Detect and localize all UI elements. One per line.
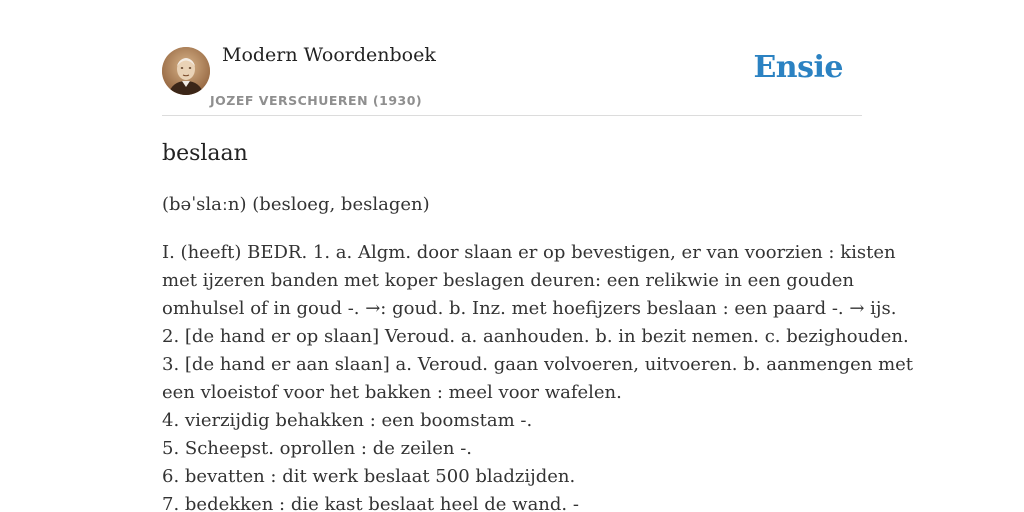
author-name[interactable]: JOZEF VERSCHUEREN (1930)	[210, 93, 423, 108]
brand-logo[interactable]: Ensie	[753, 50, 843, 85]
definition-line: omhulsel of in goud -. →: goud. b. Inz. met hoefijzers beslaan : een paard -. → ijs.	[162, 298, 897, 319]
definition-line: 3. [de hand er aan slaan] a. Veroud. gaan volvoeren, uitvoeren. b. aanmengen met	[162, 354, 914, 375]
definition-line: 7. bedekken : die kast beslaat heel de wand. -	[162, 494, 579, 512]
definition-line: 5. Scheepst. oprollen : de zeilen -.	[162, 438, 473, 459]
definition-line: 4. vierzijdig behakken : een boomstam -.	[162, 410, 533, 431]
book-title[interactable]: Modern Woordenboek	[222, 44, 436, 66]
definition-line: 2. [de hand er op slaan] Veroud. a. aanhouden. b. in bezit nemen. c. bezighouden.	[162, 326, 909, 347]
definition-line: I. (heeft) BEDR. 1. a. Algm. door slaan er op bevestigen, er van voorzien : kisten	[162, 242, 896, 263]
entry-pronunciation: (bəˈslaːn) (besloeg, beslagen)	[162, 194, 430, 215]
definition-line: een vloeistof voor het bakken : meel voor wafelen.	[162, 382, 622, 403]
author-portrait-icon	[162, 47, 210, 95]
content-container	[162, 0, 914, 512]
author-avatar[interactable]	[162, 47, 210, 95]
entry-definition	[162, 239, 914, 512]
entry-headword: beslaan	[162, 141, 248, 166]
definition-line: met ijzeren banden met koper beslagen deuren: een relikwie in een gouden	[162, 270, 855, 291]
header	[162, 0, 862, 116]
definition-line: 6. bevatten : dit werk beslaat 500 bladzijden.	[162, 466, 576, 487]
